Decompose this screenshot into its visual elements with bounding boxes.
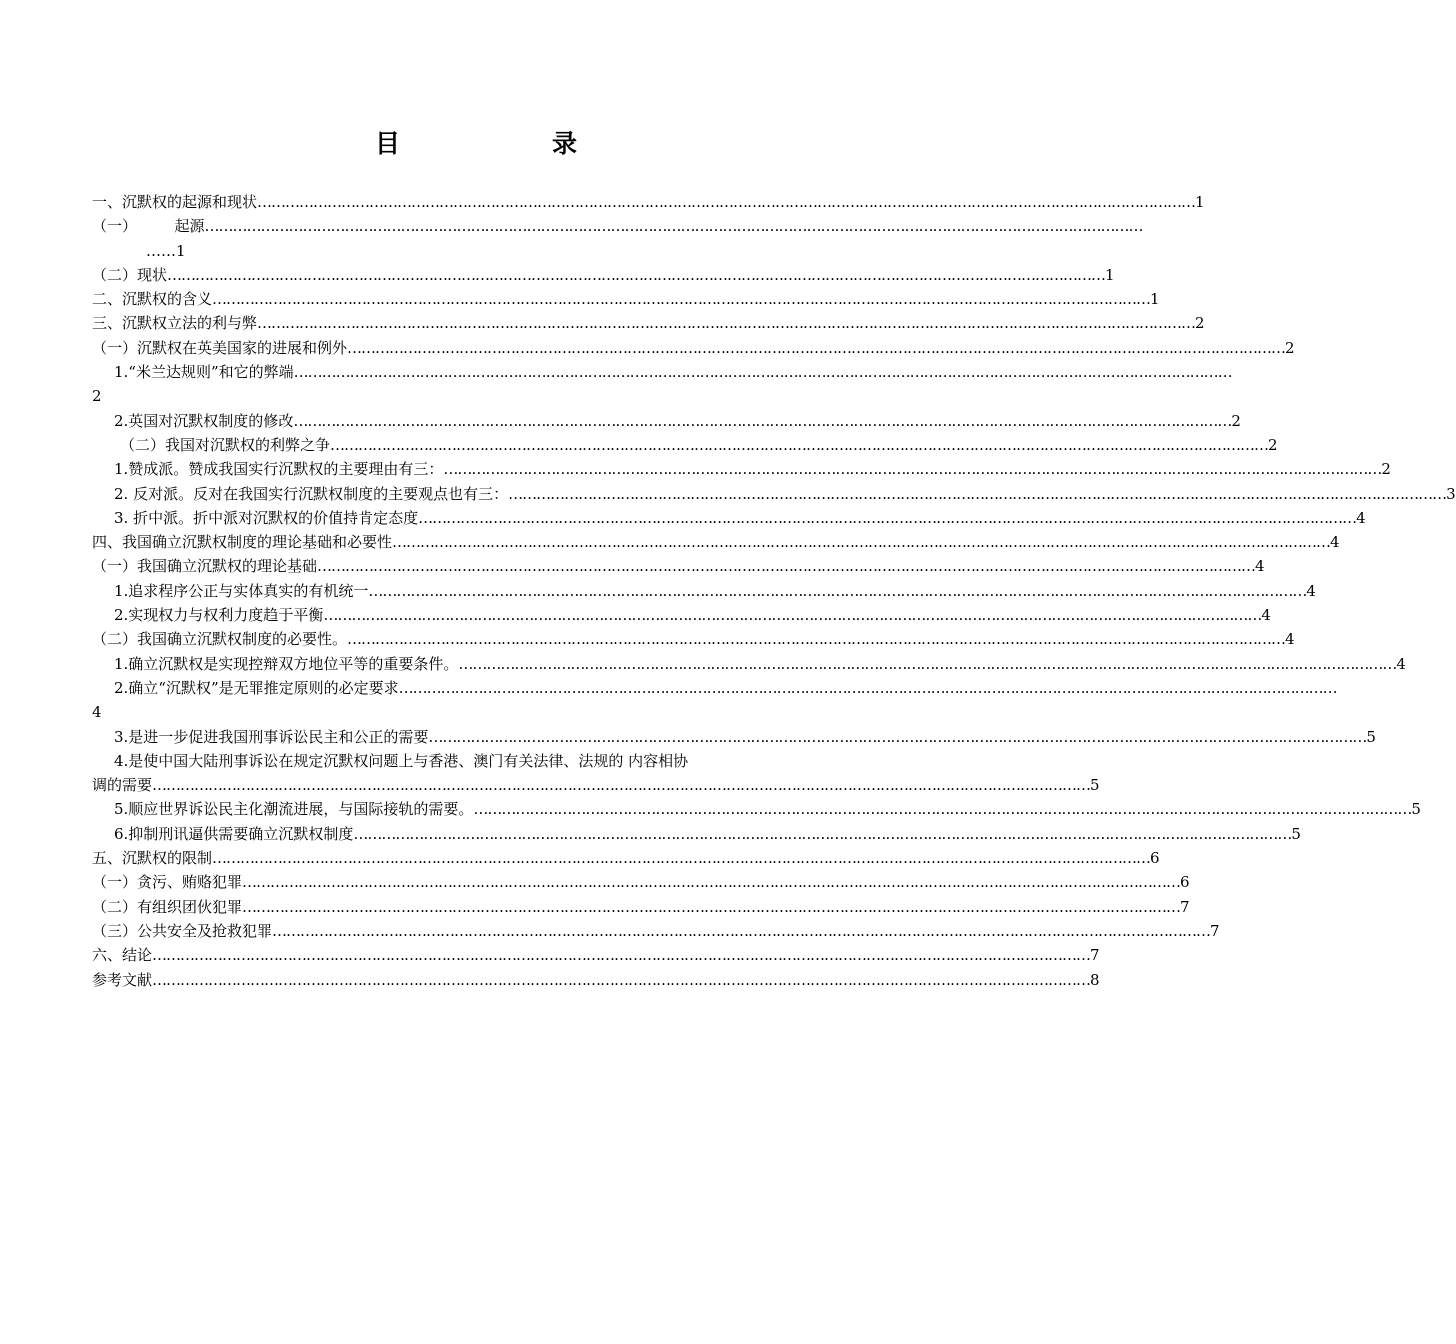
toc-entry[interactable]: 一、沉默权的起源和现状 ………………………………………………………………………………………………………………………………………………………………………………… 1 [92,193,1205,211]
toc-entry[interactable]: 2. 反对派。反对在我国实行沉默权制度的主要观点也有三： ………………………………………………………………………………………………………………………………………………………………………………… 3 [114,484,1456,503]
title-char-left: 目 [375,129,401,158]
toc-entry[interactable]: 六、结论 ………………………………………………………………………………………………………………………………………………………………………………… 7 [92,946,1100,965]
toc-entry[interactable]: 1.追求程序公正与实体真实的有机统一 ………………………………………………………………………………………………………………………………………………………………………………… 4 [114,581,1316,600]
toc-entry[interactable]: 四、我国确立沉默权制度的理论基础和必要性 ………………………………………………………………………………………………………………………………………………………………………………… 4 [92,533,1340,552]
toc-entry[interactable]: 三、沉默权立法的利与弊 ………………………………………………………………………………………………………………………………………………………………………………… 2 [92,314,1205,333]
toc-entry[interactable]: 5.顺应世界诉讼民主化潮流进展，与国际接轨的需要。 ………………………………………………………………………………………………………………………………………………………………………………… 5 [114,800,1421,819]
toc-entry[interactable]: 2.实现权力与权利力度趋于平衡 ………………………………………………………………………………………………………………………………………………………………………………… 4 [114,606,1271,625]
toc-entry[interactable]: 五、沉默权的限制 ………………………………………………………………………………………………………………………………………………………………………………… 6 [92,849,1160,868]
toc-entry[interactable]: （一）我国确立沉默权的理论基础 ………………………………………………………………………………………………………………………………………………………………………………… 4 [92,557,1265,576]
table-of-contents [92,190,1456,992]
toc-entry[interactable]: 参考文献 ………………………………………………………………………………………………………………………………………………………………………………… 8 [92,970,1100,989]
page-title [0,124,950,164]
toc-entry-continuation: 4 [92,703,102,722]
toc-entry[interactable]: 3. 折中派。折中派对沉默权的价值持肯定态度 ………………………………………………………………………………………………………………………………………………………………………………… 4 [114,508,1366,527]
toc-entry[interactable]: 1.“米兰达规则”和它的弊端 ………………………………………………………………………………………………………………………………………………………………………………… [114,363,1232,382]
toc-entry[interactable]: （二）有组织团伙犯罪 ………………………………………………………………………………………………………………………………………………………………………………… 7 [92,897,1190,916]
toc-entry[interactable]: 4.是使中国大陆刑事诉讼在规定沉默权问题上与香港、澳门有关法律、法规的 内容相协 [114,751,689,770]
toc-entry[interactable]: 2.英国对沉默权制度的修改 ………………………………………………………………………………………………………………………………………………………………………………… 2 [114,411,1241,430]
toc-entry[interactable]: 2.确立“沉默权”是无罪推定原则的必定要求 ………………………………………………………………………………………………………………………………………………………………………………… [114,678,1337,697]
toc-entry[interactable]: 1.赞成派。赞成我国实行沉默权的主要理由有三： ………………………………………………………………………………………………………………………………………………………………………………… 2 [114,460,1391,479]
title-char-right: 录 [552,129,578,158]
toc-entry-continuation: 2 [92,387,102,406]
toc-entry[interactable]: 二、沉默权的含义 ………………………………………………………………………………………………………………………………………………………………………………… 1 [92,290,1160,309]
toc-entry[interactable]: （二）我国确立沉默权制度的必要性。 ………………………………………………………………………………………………………………………………………………………………………………… 4 [92,630,1295,649]
toc-entry[interactable]: 3.是进一步促进我国刑事诉讼民主和公正的需要 ………………………………………………………………………………………………………………………………………………………………………………… 5 [114,727,1376,746]
toc-entry[interactable]: （二）现状 ………………………………………………………………………………………………………………………………………………………………………………… 1 [92,265,1115,284]
toc-entry[interactable]: 6.抑制刑讯逼供需要确立沉默权制度 ………………………………………………………………………………………………………………………………………………………………………………… 5 [114,824,1301,843]
toc-entry-continuation[interactable]: 调的需要 ………………………………………………………………………………………………………………………………………………………………………………… 5 [92,776,1100,795]
toc-entry[interactable]: （三）公共安全及抢救犯罪 ………………………………………………………………………………………………………………………………………………………………………………… 7 [92,921,1220,940]
toc-entry[interactable]: （一） 起源 ………………………………………………………………………………………………………………………………………………………………………………… [92,217,1143,236]
toc-entry[interactable]: （一）沉默权在英美国家的进展和例外 ………………………………………………………………………………………………………………………………………………………………………………… 2 [92,338,1295,357]
toc-entry-continuation: ……1 [146,241,186,260]
toc-entry[interactable]: （二）我国对沉默权的利弊之争 ………………………………………………………………………………………………………………………………………………………………………………… 2 [120,435,1278,454]
toc-entry[interactable]: 1.确立沉默权是实现控辩双方地位平等的重要条件。 ………………………………………………………………………………………………………………………………………………………………………………… 4 [114,654,1406,673]
toc-entry[interactable]: （一）贪污、贿赂犯罪 ………………………………………………………………………………………………………………………………………………………………………………… 6 [92,873,1190,892]
